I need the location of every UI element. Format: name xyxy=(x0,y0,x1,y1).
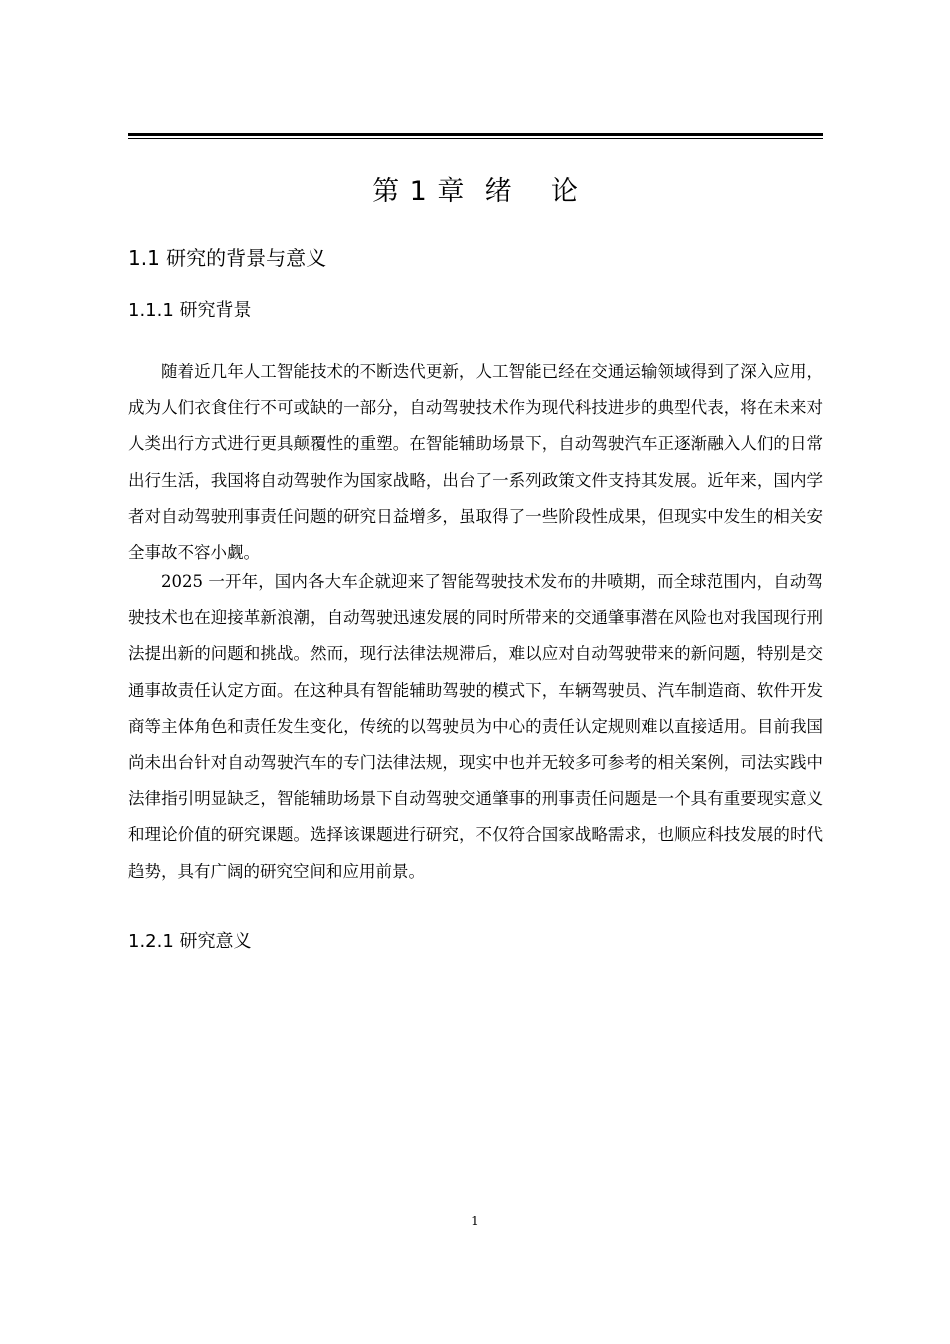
subsection-heading-significance: 1.2.1 研究意义 xyxy=(128,931,252,952)
section-heading: 1.1 研究的背景与意义 xyxy=(128,246,327,270)
paragraph-background-1: 随着近几年人工智能技术的不断迭代更新，人工智能已经在交通运输领域得到了深入应用，成为人们衣食住行不可或缺的一部分，自动驾驶技术作为现代科技进步的典型代表，将在未来对人类出行方式进行更具颠覆性的重塑。在智能辅助场景下，自动驾驶汽车正逐渐融入人们的日常出行生活，我国将自动驾驶作为国家战略，出台了一系列政策文件支持其发展。近年来，国内学者对自动驾驶刑事责任问题的研究日益增多，虽取得了一些阶段性成果，但现实中发生的相关安全事故不容小觑。 xyxy=(128,362,823,563)
paragraph-background-2: 2025 一开年，国内各大车企就迎来了智能驾驶技术发布的井喷期，而全球范围内，自动驾驶技术也在迎接革新浪潮，自动驾驶迅速发展的同时所带来的交通肇事潜在风险也对我国现行刑法提出新的问题和挑战。然而，现行法律法规滞后，难以应对自动驾驶带来的新问题，特别是交通事故责任认定方面。在这种具有智能辅助驾驶的模式下，车辆驾驶员、汽车制造商、软件开发商等主体角色和责任发生变化，传统的以驾驶员为中心的责任认定规则难以直接适用。目前我国尚未出台针对自动驾驶汽车的专门法律法规，现实中也并无较多可参考的相关案例，司法实践中法律指引明显缺乏，智能辅助场景下自动驾驶交通肇事的刑事责任问题是一个具有重要现实意义和理论价值的研究课题。选择该课题进行研究，不仅符合国家战略需求，也顺应科技发展的时代趋势，具有广阔的研究空间和应用前景。 xyxy=(128,572,823,881)
subsection-heading-background: 1.1.1 研究背景 xyxy=(128,300,252,321)
header-rule-thin xyxy=(128,138,823,139)
page-number: 1 xyxy=(471,1214,479,1228)
chapter-title: 第 1 章 绪 论 xyxy=(372,176,579,207)
header-rule-thick xyxy=(128,133,823,136)
